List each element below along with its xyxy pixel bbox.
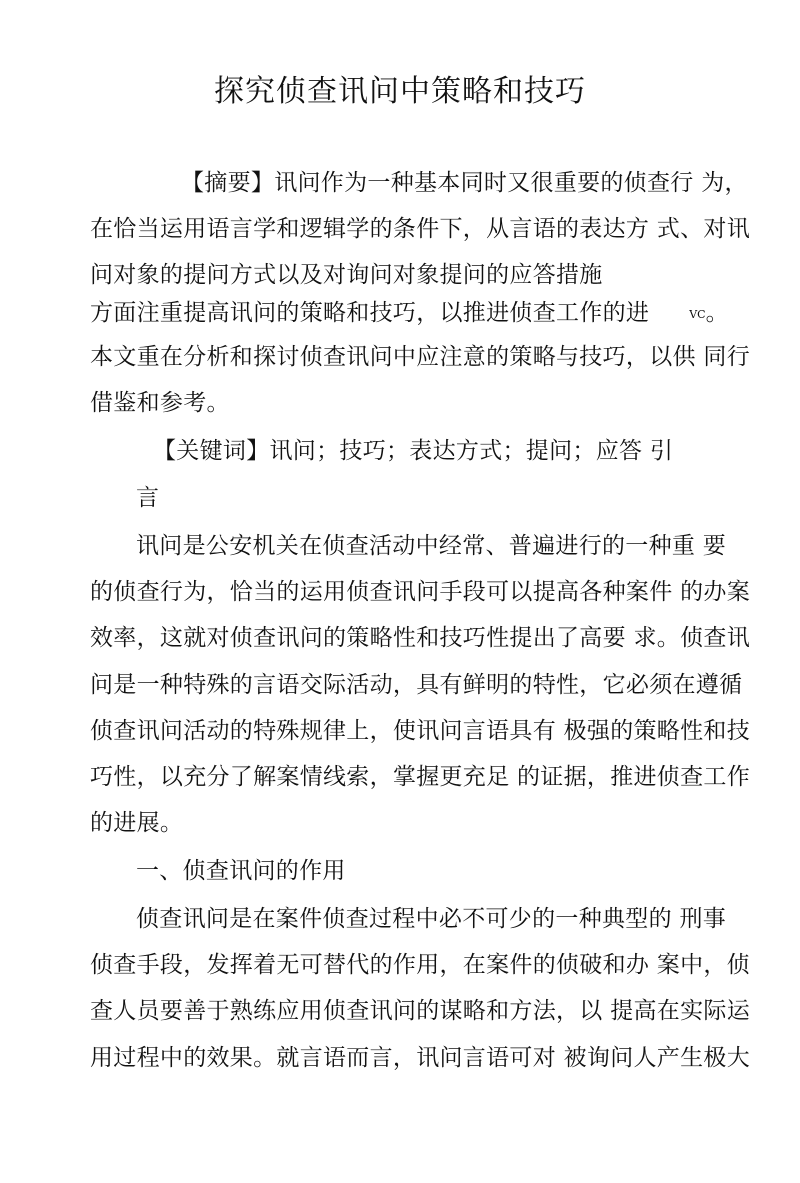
section-1-line-3: 查人员要善于熟练应用侦查讯问的谋略和方法，以 提高在实际运	[90, 998, 751, 1024]
abstract-line-4-small: VC	[689, 308, 706, 321]
section-1-line-1: 侦查讯问是在案件侦查过程中必不可少的一种典型的 刑事	[136, 906, 727, 932]
section-1-line-4: 用过程中的效果。就言语而言，讯问言语可对 被询问人产生极大	[90, 1045, 751, 1071]
abstract-line-6: 借鉴和参考。	[90, 390, 230, 416]
section-1-line-2: 侦查手段，发挥着无可替代的作用，在案件的侦破和办 案中，侦	[90, 952, 751, 978]
abstract-line-3: 问对象的提问方式以及对询问对象提问的应答措施	[90, 262, 603, 288]
keywords-line: 【关键词】讯问；技巧；表达方式；提问；应答 引	[153, 438, 674, 464]
intro-line-1: 讯问是公安机关在侦查活动中经常、普遍进行的一种重 要	[136, 533, 727, 559]
document-title: 探究侦查讯问中策略和技巧	[214, 74, 586, 109]
abstract-line-2: 在恰当运用语言学和逻辑学的条件下，从言语的表达方 式、对讯	[90, 216, 751, 242]
section-1-heading: 一、侦查讯问的作用	[136, 858, 346, 884]
abstract-line-4-end: 。	[705, 300, 729, 326]
intro-line-4: 问是一种特殊的言语交际活动，具有鲜明的特性，它必须在遵循	[90, 672, 743, 698]
intro-line-7: 的进展。	[90, 810, 184, 836]
abstract-line-1: 【摘要】讯问作为一种基本同时又很重要的侦查行 为，	[181, 170, 748, 196]
abstract-line-4-text: 方面注重提高讯问的策略和技巧，以推进侦查工作的进	[90, 300, 650, 326]
intro-line-6: 巧性，以充分了解案情线索，掌握更充足 的证据，推进侦查工作	[90, 764, 751, 790]
abstract-line-5: 本文重在分析和探讨侦查讯问中应注意的策略与技巧，以供 同行	[90, 344, 751, 370]
intro-line-5: 侦查讯问活动的特殊规律上，使讯问言语具有 极强的策略性和技	[90, 718, 751, 744]
intro-line-3: 效率，这就对侦查讯问的策略性和技巧性提出了高要 求。侦查讯	[90, 625, 751, 651]
abstract-line-4	[90, 298, 729, 332]
intro-line-2: 的侦查行为，恰当的运用侦查讯问手段可以提高各种案件 的办案	[90, 579, 751, 605]
intro-heading: 言	[136, 485, 160, 511]
